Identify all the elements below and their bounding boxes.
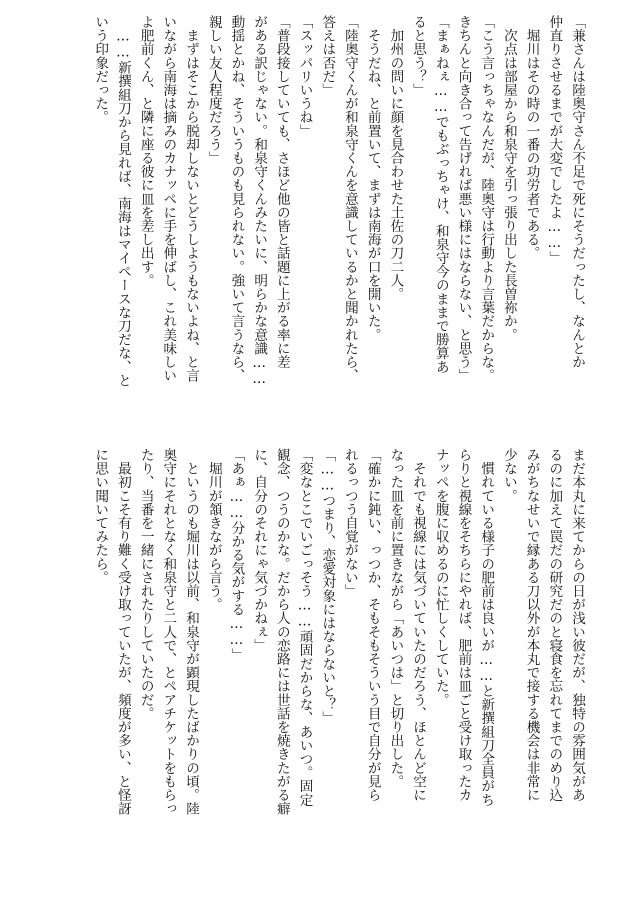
text-line: 堀川はその時の一番の功労者である。 [523, 15, 540, 260]
text-line: に思い聞いてみたら。 [92, 448, 109, 584]
text-line: 堀川が頷きながら言う。 [205, 448, 222, 612]
text-line: まずはそこから脱却しないとどうしようもないよね、と言 [183, 15, 200, 383]
text-line: れるっつう自覚がない」 [341, 448, 358, 598]
text-line: 仲直りさせるまでが大変でしたよ……」 [546, 15, 563, 265]
text-line: それでも視線には気づいていたのだろう、ほとんど空に [410, 448, 427, 802]
text-line: なった皿を前に置きながら「あいつは」と切り出した。 [387, 448, 404, 788]
text-line: 「……つまり、恋愛対象にはならないと？」 [319, 448, 336, 725]
text-line: 親しい友人程度だろう」 [205, 15, 222, 165]
text-line: 「まぁねぇ……でもぶっちゃけ、和泉守今のままで勝算あ [432, 15, 449, 374]
text-line: まだ本丸に来てからの日が浅い彼だが、独特の雰囲気があ [569, 448, 585, 802]
text-line: よ肥前くん、と隣に座る彼に皿を差し出す。 [137, 15, 154, 287]
text-line: 加州の問いに顔を見合わせた土佐の刀二人。 [387, 15, 404, 301]
text-line: 最初こそ有り難く受け取っていたが、頻度が多い、と怪訝 [114, 448, 131, 816]
text-line: というのも堀川は以前、和泉守が顕現したばかりの頃。陸 [183, 448, 200, 816]
text-line: 「陸奥守くんが和泉守くんを意識しているかと聞かれたら、 [341, 15, 358, 383]
text-line: ……新撰組刀から見れば、南海はマイペースな刀だな、と [114, 15, 131, 387]
text-line: 奥守にそれとなく和泉守と二人で、とペアチケットをもらっ [160, 448, 177, 816]
text-line: がある訳じゃない。和泉守くんみたいに、明らかな意識…… [251, 15, 268, 387]
text-line: いう印象だった。 [92, 15, 109, 124]
text-line: たり、当番を一緒にされたりしていたのだ。 [137, 448, 154, 720]
text-line: ると思う？」 [410, 15, 427, 97]
text-block-upper [26, 15, 588, 427]
text-line: 「あぁ……分かる気がする……」 [228, 448, 245, 662]
text-block-lower [26, 448, 588, 888]
text-line: 答えは否だ」 [319, 15, 336, 97]
text-line: るのに加えて罠だの研究だのと寝食を忘れてまでのめり込 [546, 448, 563, 802]
text-line: そうだね、と前置いて、まずは南海が口を開いた。 [364, 15, 381, 342]
text-line: いながら南海は摘みのカナッペに手を伸ばし、これ美味しい [160, 15, 177, 383]
text-line: きちんと向き合って告げれば悪い様にはならない、と思う」 [455, 15, 472, 383]
text-line: 「兼さんは陸奥守さん不足で死にそうだったし、なんとか [569, 15, 585, 369]
text-line: に、自分のそれにゃ気づかねぇ」 [251, 448, 268, 652]
text-line: 「普段接していても、さほど他の皆と話題に上がる率に差 [273, 15, 290, 369]
text-line: 「確かに鈍い、っつか、そもそもそういう目で自分が見ら [364, 448, 381, 802]
text-line: 慣れている様子の肥前は良いが……と新撰組刀全員がち [478, 448, 495, 807]
text-line: 「こう言っちゃなんだが、陸奥守は行動より言葉だからな。 [478, 15, 495, 383]
text-line: 動揺とかね、そういうものも見られない。強いて言うなら、 [228, 15, 245, 383]
text-line: 次点は部屋から和泉守を引っ張り出した長曽祢か。 [500, 15, 517, 342]
text-line: 少ない。 [500, 448, 517, 503]
text-line: ナッペを腹に収めるのに忙しくしていた。 [432, 448, 449, 707]
text-line: みがちなせいで縁ある刀以外が本丸で接する機会は非常に [523, 448, 540, 802]
text-line: 「スッパリいうね」 [296, 15, 313, 138]
text-line: 観念、つうのかな。だから人の恋路には世話を焼きたがる癖 [273, 448, 290, 816]
text-line: らりと視線をそちらにやれば、肥前は皿ごと受け取ったカ [455, 448, 472, 802]
text-line: 「変なとこでいごっそう……頑固だからな、あいつ。固定 [296, 448, 313, 807]
